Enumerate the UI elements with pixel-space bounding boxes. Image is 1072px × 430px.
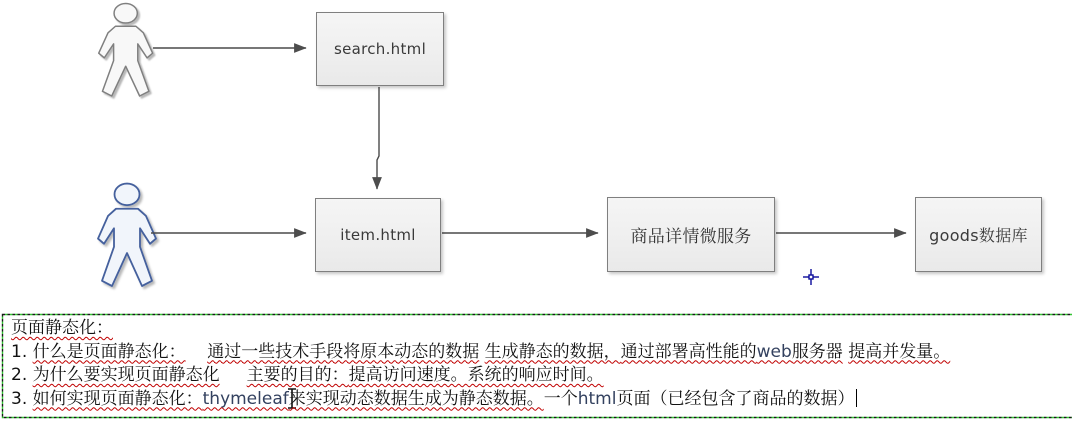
note-text-segment: 服务器 (791, 341, 843, 362)
note-text-segment: 主要的目的： (246, 365, 349, 385)
actor-user-top-icon[interactable] (99, 3, 153, 96)
crosshair-icon (803, 269, 819, 285)
note-text-segment: web (756, 341, 792, 362)
note-text-segment: 提高访问速度。 (348, 365, 468, 385)
arrow-search-to-item[interactable] (377, 87, 379, 189)
actor-user-middle-icon[interactable] (98, 184, 156, 286)
note-text-segment: 1. (11, 341, 33, 362)
node-search-label: search.html (333, 40, 427, 58)
note-text-segment: 什么是页面静态化： (32, 341, 186, 362)
note-text-segment: thymeleaf (202, 388, 289, 409)
note-text-segment: 提高并发量。 (848, 341, 951, 362)
node-goods-database[interactable] (915, 197, 1042, 272)
note-text-segment: 3. (11, 388, 33, 409)
note-line[interactable] (11, 341, 1072, 365)
note-line[interactable] (11, 364, 1072, 388)
note-text-segment: 通过一些技术手段将原本动态的数据 (207, 341, 480, 362)
text-caret (856, 389, 857, 407)
notes-lines[interactable] (3, 315, 1072, 417)
node-search-html[interactable] (316, 12, 444, 86)
note-text-segment: 通过部署高性能的 (620, 341, 757, 362)
note-line[interactable] (11, 317, 1072, 341)
note-text-segment (220, 365, 247, 385)
node-item-label: item.html (340, 226, 416, 244)
note-text-segment: 为什么要实现页面静态化 (32, 365, 220, 385)
node-goods-detail-service[interactable] (607, 197, 775, 272)
note-text-segment: 2. (11, 365, 33, 385)
note-text-segment: 生成静态的数据， (484, 341, 621, 362)
note-text-segment: 一个 (543, 388, 578, 409)
node-service-label: 商品详情微服务 (630, 227, 752, 247)
note-line[interactable] (11, 388, 1072, 412)
note-text-segment: 来实现动态数据生成为静态数据。 (288, 388, 544, 409)
note-text-segment: 页面静态化： (11, 318, 113, 338)
note-text-segment: html (577, 388, 617, 409)
node-goods-label: goods数据库 (929, 226, 1028, 245)
note-text-segment: 如何实现页面静态化： (32, 388, 203, 409)
note-text-segment (186, 342, 208, 362)
node-item-html[interactable] (315, 198, 441, 272)
note-text-segment: 系统的响应时间。 (467, 365, 604, 385)
note-text-segment: 页面（已经包含了商品的数据） (616, 388, 855, 409)
